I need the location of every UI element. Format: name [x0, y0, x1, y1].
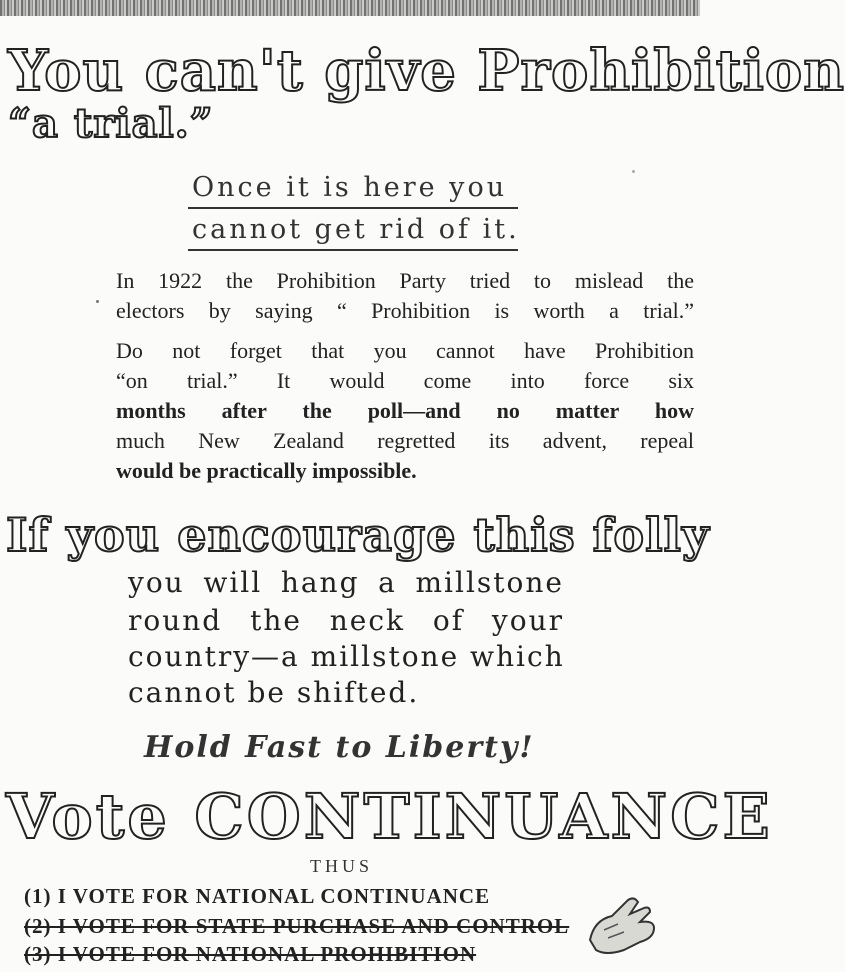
millstone-line: you will hang a millstone	[128, 566, 564, 599]
body-line: much New Zealand regretted its advent, repeal	[116, 428, 694, 453]
millstone-line: country—a millstone which	[128, 640, 565, 673]
slogan: Hold Fast to Liberty!	[144, 730, 535, 765]
ballot-line-2: (2) I VOTE FOR STATE PURCHASE AND CONTROL	[24, 914, 570, 938]
subhead-line-1: Once it is here you	[192, 172, 508, 203]
body-line: electors by saying “ Prohibition is worth a trial.”	[116, 298, 694, 323]
top-border-strip	[0, 0, 700, 16]
body-line: “on trial.” It would come into force six	[116, 368, 694, 393]
headline-line-2: “a trial.”	[8, 100, 214, 147]
body-line: would be practically impossible.	[116, 458, 417, 483]
body-line: In 1922 the Prohibition Party tried to mislead the	[116, 268, 694, 293]
thus-label: THUS	[310, 856, 374, 876]
body-line: months after the poll—and no matter how	[116, 398, 694, 423]
subhead-underline-1	[188, 207, 518, 209]
folly-headline: If you encourage this folly	[6, 508, 710, 562]
millstone-line: round the neck of your	[128, 604, 564, 637]
ballot-line-1: (1) I VOTE FOR NATIONAL CONTINUANCE	[24, 884, 491, 908]
subhead-line-2: cannot get rid of it.	[192, 214, 520, 245]
body-line: Do not forget that you cannot have Prohibition	[116, 338, 694, 363]
pointing-hand-icon	[584, 880, 664, 964]
subhead-underline-2	[188, 249, 518, 251]
print-speck	[96, 300, 99, 303]
headline-line-1: You can't give Prohibition	[8, 38, 845, 104]
millstone-line: cannot be shifted.	[128, 676, 420, 709]
vote-headline: Vote CONTINUANCE	[6, 780, 773, 853]
ballot-line-3: (3) I VOTE FOR NATIONAL PROHIBITION	[24, 942, 477, 966]
print-speck	[632, 170, 635, 173]
